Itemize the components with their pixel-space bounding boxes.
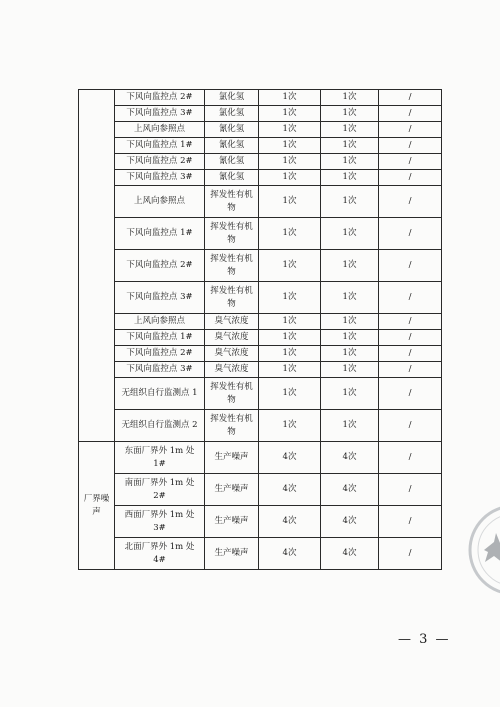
freq1-cell: 1次 [259,282,321,314]
item-cell: 挥发性有机物 [205,186,259,218]
item-cell: 生产噪声 [205,474,259,506]
freq1-cell: 1次 [259,138,321,154]
freq2-cell: 1次 [321,250,379,282]
table-row [79,378,442,410]
freq1-cell: 1次 [259,90,321,106]
note-cell: / [379,106,442,122]
table-row [79,138,442,154]
freq1-cell: 1次 [259,170,321,186]
point-cell: 无组织自行监测点 1 [115,378,205,410]
item-cell: 挥发性有机物 [205,250,259,282]
note-cell: / [379,218,442,250]
freq2-cell: 4次 [321,506,379,538]
note-cell: / [379,378,442,410]
table-row [79,506,442,538]
freq1-cell: 1次 [259,346,321,362]
point-cell: 下风向监控点 1# [115,330,205,346]
point-cell: 上风向参照点 [115,122,205,138]
note-cell: / [379,442,442,474]
table-row [79,90,442,106]
note-cell: / [379,474,442,506]
freq1-cell: 1次 [259,410,321,442]
point-cell: 下风向监控点 3# [115,170,205,186]
table-row [79,442,442,474]
freq1-cell: 4次 [259,538,321,570]
point-cell: 下风向监控点 1# [115,138,205,154]
freq2-cell: 1次 [321,362,379,378]
table-row [79,282,442,314]
freq2-cell: 1次 [321,122,379,138]
freq2-cell: 1次 [321,106,379,122]
item-cell: 氰化氢 [205,170,259,186]
freq2-cell: 1次 [321,154,379,170]
point-cell: 下风向监控点 2# [115,90,205,106]
item-cell: 臭气浓度 [205,362,259,378]
point-cell: 北面厂界外 1m 处 4# [115,538,205,570]
freq1-cell: 1次 [259,154,321,170]
table-row [79,106,442,122]
freq2-cell: 1次 [321,378,379,410]
freq1-cell: 1次 [259,250,321,282]
category-cell-noise: 厂界噪声 [79,442,115,570]
item-cell: 挥发性有机物 [205,218,259,250]
note-cell: / [379,346,442,362]
point-cell: 无组织自行监测点 2 [115,410,205,442]
note-cell: / [379,90,442,106]
freq1-cell: 4次 [259,474,321,506]
note-cell: / [379,170,442,186]
point-cell: 东面厂界外 1m 处 1# [115,442,205,474]
point-cell: 下风向监控点 2# [115,250,205,282]
note-cell: / [379,538,442,570]
point-cell: 上风向参照点 [115,186,205,218]
item-cell: 生产噪声 [205,538,259,570]
freq1-cell: 1次 [259,330,321,346]
category-cell-air [79,90,115,442]
freq1-cell: 4次 [259,506,321,538]
freq2-cell: 1次 [321,282,379,314]
note-cell: / [379,186,442,218]
item-cell: 臭气浓度 [205,330,259,346]
note-cell: / [379,330,442,346]
freq1-cell: 1次 [259,218,321,250]
item-cell: 臭气浓度 [205,314,259,330]
freq2-cell: 1次 [321,138,379,154]
item-cell: 生产噪声 [205,442,259,474]
note-cell: / [379,282,442,314]
item-cell: 氰化氢 [205,138,259,154]
freq2-cell: 1次 [321,346,379,362]
official-seal-partial [466,495,500,605]
note-cell: / [379,138,442,154]
seal-graphic [466,495,500,605]
item-cell: 挥发性有机物 [205,378,259,410]
freq1-cell: 1次 [259,362,321,378]
page-number: — 3 — [398,632,451,647]
table-row [79,218,442,250]
item-cell: 臭气浓度 [205,346,259,362]
note-cell: / [379,410,442,442]
note-cell: / [379,362,442,378]
freq1-cell: 1次 [259,186,321,218]
freq2-cell: 1次 [321,170,379,186]
point-cell: 下风向监控点 3# [115,106,205,122]
note-cell: / [379,250,442,282]
table-row [79,186,442,218]
freq2-cell: 1次 [321,410,379,442]
freq1-cell: 1次 [259,106,321,122]
table-row [79,474,442,506]
table-row [79,122,442,138]
freq2-cell: 1次 [321,90,379,106]
freq2-cell: 1次 [321,218,379,250]
table-row [79,154,442,170]
freq2-cell: 1次 [321,314,379,330]
item-cell: 氯化氢 [205,106,259,122]
table-row [79,362,442,378]
point-cell: 下风向监控点 1# [115,218,205,250]
item-cell: 氯化氢 [205,90,259,106]
table-row [79,170,442,186]
freq1-cell: 4次 [259,442,321,474]
table-row [79,330,442,346]
table-row [79,410,442,442]
monitoring-table [78,89,442,570]
table-row [79,250,442,282]
item-cell: 挥发性有机物 [205,282,259,314]
note-cell: / [379,506,442,538]
freq2-cell: 4次 [321,442,379,474]
freq2-cell: 4次 [321,538,379,570]
freq1-cell: 1次 [259,378,321,410]
point-cell: 下风向监控点 3# [115,362,205,378]
freq1-cell: 1次 [259,122,321,138]
freq2-cell: 1次 [321,330,379,346]
table-row [79,346,442,362]
point-cell: 下风向监控点 2# [115,154,205,170]
freq2-cell: 4次 [321,474,379,506]
item-cell: 氰化氢 [205,122,259,138]
note-cell: / [379,122,442,138]
point-cell: 西面厂界外 1m 处 3# [115,506,205,538]
freq1-cell: 1次 [259,314,321,330]
point-cell: 下风向监控点 3# [115,282,205,314]
item-cell: 生产噪声 [205,506,259,538]
point-cell: 下风向监控点 2# [115,346,205,362]
item-cell: 挥发性有机物 [205,410,259,442]
note-cell: / [379,314,442,330]
point-cell: 南面厂界外 1m 处 2# [115,474,205,506]
freq2-cell: 1次 [321,186,379,218]
point-cell: 上风向参照点 [115,314,205,330]
item-cell: 氰化氢 [205,154,259,170]
note-cell: / [379,154,442,170]
table-row [79,538,442,570]
table-row [79,314,442,330]
